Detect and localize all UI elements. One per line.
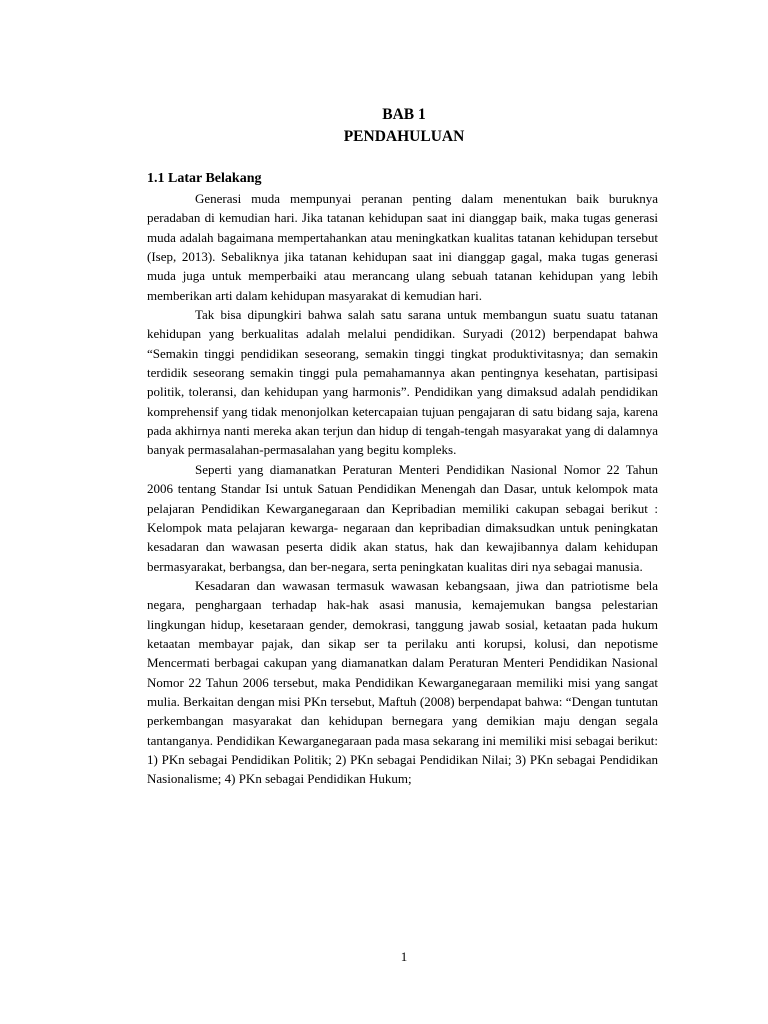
chapter-number: BAB 1 xyxy=(382,106,426,123)
paragraph-4: Kesadaran dan wawasan termasuk wawasan kebangsaan, jiwa dan patriotisme bela negara, penghargaan terhadap hak-hak asasi manusia, kemajemukan bangsa pelestarian lingkungan hidup, kesetaraan gender, demokrasi, tanggung jawab sosial, ketaatan pada hukum ketaatan membayar pajak, dan sikap ser ta perilaku anti korupsi, kolusi, dan nepotisme Mencermati berbagai cakupan yang diamanatkan dalam Peraturan Menteri Pendidikan Nasional Nomor 22 Tahun 2006 tersebut, maka Pendidikan Kewarganegaraan memiliki misi yang sangat mulia. Berkaitan dengan misi PKn tersebut, Maftuh (2008) berpendapat bahwa: “Dengan tuntutan perkembangan masyarakat dan kehidupan bernegara yang demikian maju dengan segala tantanganya. Pendidikan Kewarganegaraan pada masa sekarang ini memiliki misi sebagai berikut: 1) PKn sebagai Pendidikan Politik; 2) PKn sebagai Pendidikan Nilai; 3) PKn sebagai Pendidikan Nasionalisme; 4) PKn sebagai Pendidikan Hukum; xyxy=(147,577,658,787)
paragraph-2: Tak bisa dipungkiri bahwa salah satu sarana untuk membangun suatu suatu tatanan kehidupan yang berkualitas adalah melalui pendidikan. Suryadi (2012) berpendapat bahwa “Semakin tinggi pendidikan seseorang, semakin tinggi tingkat produktivitasnya; dan semakin terdidik seseorang semakin tinggi pula pemahamannya akan pentingnya kesehatan, partisipasi politik, toleransi, dan kehidupan yang harmonis”. Pendidikan yang dimaksud adalah pendidikan komprehensif yang tidak menonjolkan ketercapaian tujuan pengajaran di satu bidang saja, karena pada akhirnya nanti mereka akan terjun dan hidup di tengah-tengah masyarakat yang di dalamnya banyak permasalahan-permasalahan yang begitu kompleks. xyxy=(147,307,658,458)
section-title: 1.1 Latar Belakang xyxy=(147,171,262,186)
paragraph-3: Seperti yang diamanatkan Peraturan Menteri Pendidikan Nasional Nomor 22 Tahun 2006 tentang Standar Isi untuk Satuan Pendidikan Menengah dan Dasar, untuk kelompok mata pelajaran Pendidikan Kewarganegaraan dan Kepribadian memiliki cakupan sebagai berikut : Kelompok mata pelajaran kewarga- negaraan dan kepribadian dimaksudkan untuk peningkatan kesadaran dan wawasan peserta didik akan status, hak dan kewajibannya dalam kehidupan bermasyarakat, berbangsa, dan ber-negara, serta peningkatan kualitas diri nya sebagai manusia. xyxy=(147,461,658,574)
body-text xyxy=(147,189,658,789)
chapter-title: PENDAHULUAN xyxy=(343,128,465,145)
page-number: 1 xyxy=(400,949,408,964)
paragraph-1: Generasi muda mempunyai peranan penting dalam menentukan baik buruknya peradaban di kemudian hari. Jika tatanan kehidupan saat ini dianggap baik, maka tugas generasi muda adalah bagaimana mempertahankan atau meningkatkan kualitas tatanan kehidupan tersebut (Isep, 2013). Sebaliknya jika tatanan kehidupan saat ini dianggap gagal, maka tugas generasi muda juga untuk memperbaiki atau merancang ulang sebuah tatanan kehidupan yang lebih memberikan arti dalam kehidupan masyarakat di kemudian hari. xyxy=(147,191,658,303)
